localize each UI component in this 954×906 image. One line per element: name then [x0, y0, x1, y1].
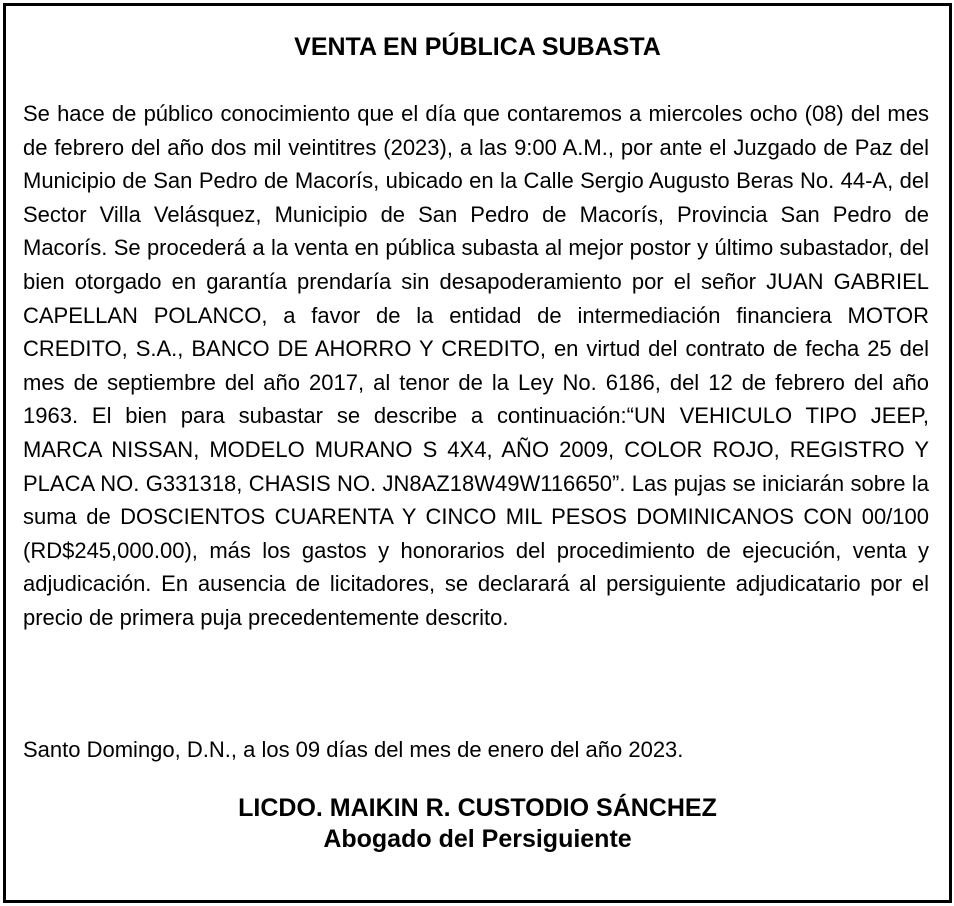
signature-role: Abogado del Persiguiente [323, 825, 632, 853]
signature-block [6, 793, 949, 855]
notice-title: VENTA EN PÚBLICA SUBASTA [294, 33, 661, 61]
notice-frame [3, 3, 952, 903]
notice-place-date: Santo Domingo, D.N., a los 09 días del mes de enero del año 2023. [23, 737, 684, 762]
notice-body: Se hace de público conocimiento que el día que contaremos a miercoles ocho (08) del mes de febrero del año dos mil veintitres (2023), a las 9:00 A.M., por ante el Juzgado de Paz del Municipio de San Pedro de Macorís, ubicado en la Calle Sergio Augusto Beras No. 44-A, del Sector Villa Velásquez, Municipio de San Pedro de Macorís, Provincia San Pedro de Macorís. Se procederá a la venta en pública subasta al mejor postor y último subastador, del bien otorgado en garantía prendaría sin desapoderamiento por el señor JUAN GABRIEL CAPELLAN POLANCO, a favor de la entidad de intermediación financiera MOTOR CREDITO, S.A., BANCO DE AHORRO Y CREDITO, en virtud del contrato de fecha 25 del mes de septiembre del año 2017, al tenor de la Ley No. 6186, del 12 de febrero del año 1963. El bien para subastar se describe a continuación:“UN VEHICULO TIPO JEEP, MARCA NISSAN, MODELO MURANO S 4X4, AÑO 2009, COLOR ROJO, REGISTRO Y PLACA NO. G331318, CHASIS NO. JN8AZ18W49W116650”. Las pujas se iniciarán sobre la suma de DOSCIENTOS CUARENTA Y CINCO MIL PESOS DOMINICANOS CON 00/100 (RD$245,000.00), más los gastos y honorarios del procedimiento de ejecución, venta y adjudicación. En ausencia de licitadores, se declarará al persiguiente adjudicatario por el precio de primera puja precedentemente descrito. [23, 101, 929, 630]
signature-name: LICDO. MAIKIN R. CUSTODIO SÁNCHEZ [238, 794, 717, 822]
